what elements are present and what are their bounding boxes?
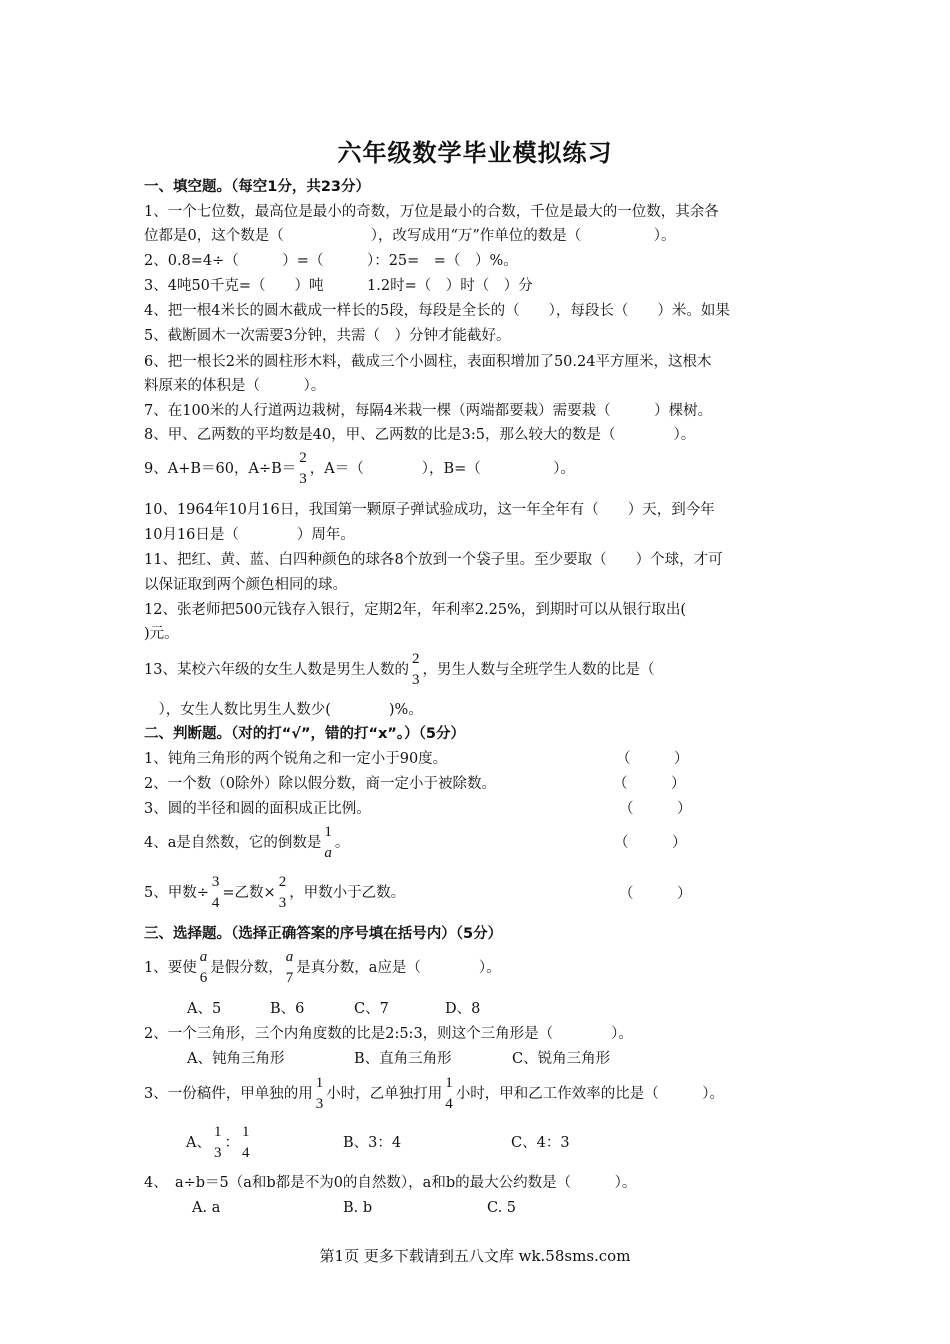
- j4-fraction: 1 a: [324, 824, 332, 861]
- j4-text-pre: 4、a是自然数，它的倒数是: [144, 835, 322, 851]
- c3-option-a-fraction-2: 1 4: [241, 1124, 250, 1161]
- question-1-line2: 位都是0，这个数是（ ），改写成用“万”作单位的数是（ ）。: [144, 228, 676, 244]
- judge-4-answer: （ ）: [614, 835, 687, 851]
- c3-option-c: C、4：3: [511, 1135, 570, 1151]
- j5-text-mid: =乙数×: [222, 885, 276, 901]
- c1-option-b: B、6: [270, 1001, 305, 1017]
- choice-4: 4、 a÷b＝5（a和b都是不为0的自然数），a和b的最大公约数是（ ）。: [144, 1175, 637, 1191]
- j4-text-post: 。: [334, 835, 350, 851]
- question-12-line2: )元。: [144, 626, 179, 642]
- question-6-line2: 料原来的体积是（ ）。: [144, 378, 326, 394]
- c3-option-a-fraction-1: 1 3: [213, 1124, 222, 1161]
- question-10-line2: 10月16日是（ ）周年。: [144, 527, 355, 543]
- question-13: [144, 651, 654, 689]
- question-1-line1: 1、一个七位数，最高位是最小的奇数，万位是最小的合数，千位是最大的一位数，其余各: [144, 204, 719, 220]
- choice-3: [144, 1075, 724, 1113]
- question-13-line2: ），女生人数比男生人数少( )%。: [144, 702, 423, 718]
- c3-text-pre: 3、一份稿件，甲单独的用: [144, 1086, 313, 1102]
- q13-fraction: 2 3: [411, 651, 420, 688]
- q13-text-pre: 13、某校六年级的女生人数是男生人数的: [144, 662, 409, 678]
- c1-fraction-2: a 7: [285, 949, 294, 986]
- j5-fraction-2: 2 3: [278, 874, 287, 911]
- c2-option-a: A、钝角三角形: [187, 1051, 285, 1067]
- c3-fraction-2: 1 4: [445, 1075, 453, 1112]
- question-7: 7、在100米的人行道两边栽树，每隔4米栽一棵（两端都要栽）需要栽（ ）棵树。: [144, 403, 713, 419]
- c1-text-post: 是真分数，a应是（ ）。: [296, 960, 501, 976]
- q13-text-post: ，男生人数与全班学生人数的比是（: [422, 662, 655, 678]
- c3-text-mid: 小时，乙单独打用: [326, 1086, 443, 1102]
- question-9: [144, 450, 575, 488]
- j5-fraction-1: 3 4: [211, 874, 220, 911]
- c3-option-a-separator: ：: [224, 1135, 239, 1151]
- question-3: 3、4吨50千克=（ ）吨 1.2时=（ ）时（ ）分: [144, 278, 533, 294]
- section3-header: 三、选择题。（选择正确答案的序号填在括号内）（5分）: [144, 926, 503, 942]
- c3-option-b: B、3：4: [343, 1135, 402, 1151]
- c1-option-c: C、7: [354, 1001, 389, 1017]
- q9-text-pre: 9、A+B＝60，A÷B＝: [144, 461, 297, 477]
- question-11-line1: 11、把红、黄、蓝、白四种颜色的球各8个放到一个袋子里。至少要取（ ）个球，才可: [144, 552, 723, 568]
- c1-fraction-1: a 6: [199, 949, 208, 986]
- c3-text-post: 小时，甲和乙工作效率的比是（ ）。: [455, 1086, 724, 1102]
- judge-2: 2、一个数（0除外）除以假分数，商一定小于被除数。: [144, 776, 496, 792]
- c1-text-mid: 是假分数，: [210, 960, 283, 976]
- c4-option-b: B. b: [343, 1200, 373, 1216]
- c1-text-pre: 1、要使: [144, 960, 197, 976]
- judge-1-answer: （ ）: [616, 751, 689, 767]
- question-6-line1: 6、把一根长2米的圆柱形木料，截成三个小圆柱，表面积增加了50.24平方厘米，这根木: [144, 354, 712, 370]
- q9-fraction: 2 3: [299, 450, 307, 487]
- c2-option-b: B、直角三角形: [354, 1051, 452, 1067]
- c3-fraction-1: 1 3: [315, 1075, 324, 1112]
- choice-1: [144, 949, 501, 987]
- judge-3-answer: （ ）: [619, 801, 692, 817]
- section2-header: 二、判断题。（对的打“√”，错的打“x”。）（5分）: [144, 726, 465, 742]
- choice-2: 2、一个三角形，三个内角度数的比是2:5:3，则这个三角形是（ ）。: [144, 1026, 633, 1042]
- question-2: 2、0.8=4÷（ ）=（ ）：25= =（ ）%。: [144, 253, 518, 269]
- judge-3: 3、圆的半径和圆的面积成正比例。: [144, 801, 371, 817]
- question-10-line1: 10、1964年10月16日，我国第一颗原子弹试验成功，这一年全年有（ ）天，到今年: [144, 502, 715, 518]
- judge-2-answer: （ ）: [613, 776, 686, 792]
- c4-option-a: A. a: [192, 1200, 221, 1216]
- q9-text-post: ，A＝（ ），B=（ ）。: [309, 461, 576, 477]
- judge-5-answer: （ ）: [619, 886, 692, 902]
- c3-option-a-label: A、: [186, 1135, 211, 1151]
- judge-1: 1、钝角三角形的两个锐角之和一定小于90度。: [144, 751, 448, 767]
- question-8: 8、甲、乙两数的平均数是40，甲、乙两数的比是3:5，那么较大的数是（ ）。: [144, 427, 696, 443]
- judge-5: [144, 874, 405, 912]
- j5-text-post: ，甲数小于乙数。: [289, 885, 406, 901]
- page-title: 六年级数学毕业模拟练习: [337, 139, 613, 167]
- question-11-line2: 以保证取到两个颜色相同的球。: [144, 577, 347, 593]
- judge-4: [144, 824, 349, 862]
- question-5: 5、截断圆木一次需要3分钟，共需（ ）分钟才能截好。: [144, 328, 511, 344]
- c4-option-c: C. 5: [487, 1200, 517, 1216]
- j5-text-pre: 5、甲数÷: [144, 885, 209, 901]
- c1-option-a: A、5: [187, 1001, 222, 1017]
- c2-option-c: C、锐角三角形: [512, 1051, 611, 1067]
- c1-option-d: D、8: [445, 1001, 481, 1017]
- page-footer: 第1页 更多下载请到五八文库 wk.58sms.com: [319, 1247, 631, 1265]
- section1-header: 一、填空题。（每空1分，共23分）: [144, 179, 371, 195]
- c3-option-a: [186, 1124, 252, 1162]
- question-4: 4、把一根4米长的圆木截成一样长的5段，每段是全长的（ ），每段长（ ）米。如果: [144, 303, 730, 319]
- question-12-line1: 12、张老师把500元钱存入银行，定期2年，年利率2.25%，到期时可以从银行取出(: [144, 602, 687, 618]
